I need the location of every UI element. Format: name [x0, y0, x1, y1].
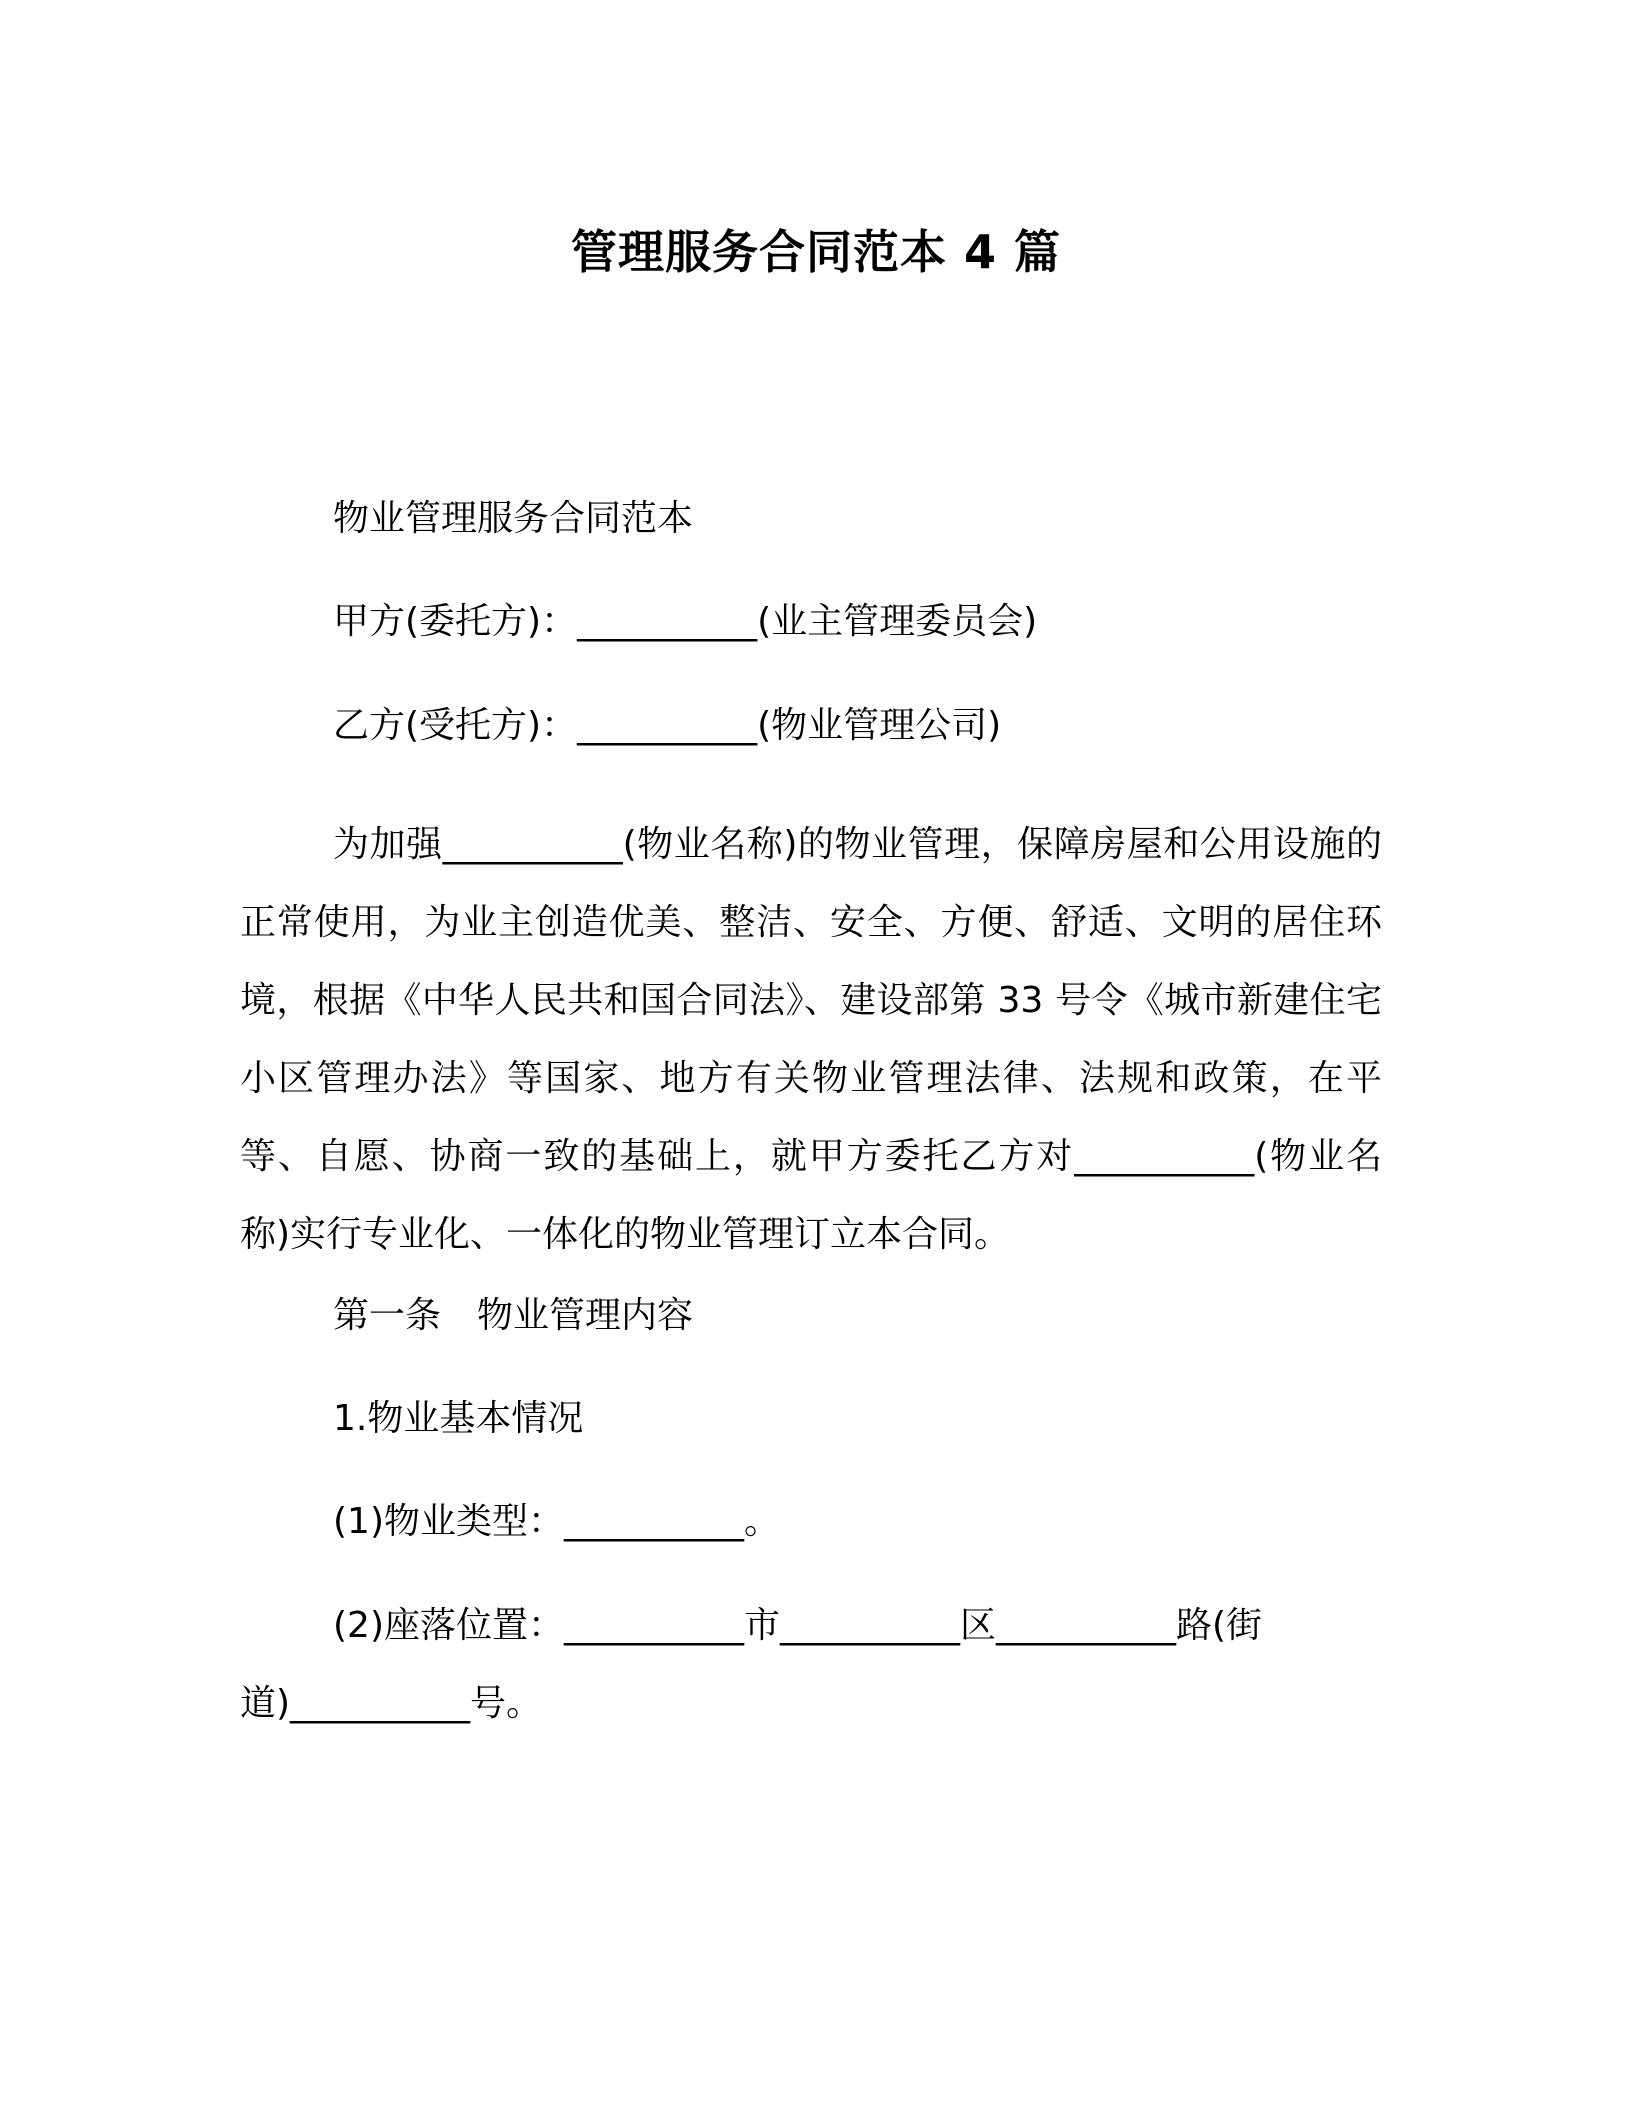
party-b-line: 乙方(受托方)：__________(物业管理公司) — [333, 705, 1002, 746]
section-1-heading: 1.物业基本情况 — [333, 1398, 584, 1439]
item-property-type: (1)物业类型：__________。 — [333, 1501, 780, 1542]
item-location-line-2: 道)__________号。 — [240, 1683, 543, 1724]
document-title: 管理服务合同范本 4 篇 — [570, 225, 1062, 279]
item-location-line-1: (2)座落位置：__________市__________区__________路(街 — [333, 1605, 1263, 1646]
party-a-line: 甲方(委托方)：__________(业主管理委员会) — [333, 601, 1038, 642]
preamble-paragraph: 为加强__________(物业名称)的物业管理，保障房屋和公用设施的正常使用，为业主创造优美、整洁、安全、方便、舒适、文明的居住环境，根据《中华人民共和国合同法》、建设部第 33 号令《城市新建住宅小区管理办法》等国家、地方有关物业管理法律、法规和政策，在平等、自愿、协商一致的基础上，就甲方委托乙方对__________(物业名称)实行专业化、一体化的物业管理订立本合同。 — [240, 824, 1382, 1255]
article-1-heading: 第一条 物业管理内容 — [333, 1295, 694, 1336]
contract-subtitle: 物业管理服务合同范本 — [333, 498, 694, 539]
